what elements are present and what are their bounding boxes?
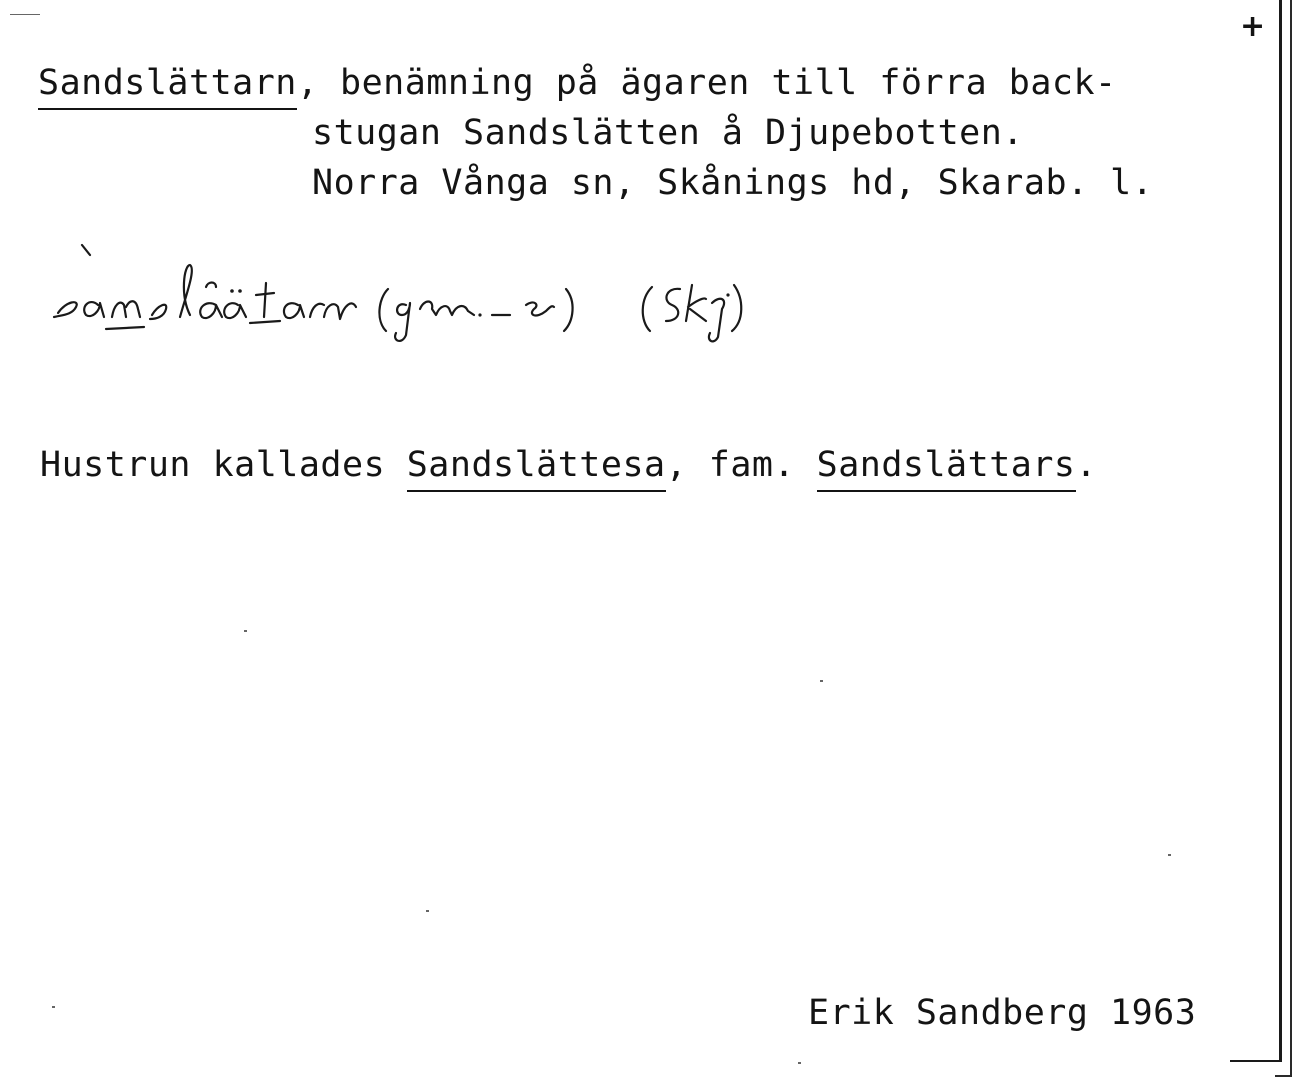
card-right-edge-outer [1290,0,1292,1075]
scan-speck [52,1006,55,1008]
line4-prefix: Hustrun kallades [40,445,407,485]
entry-line-2: stugan Sandslätten å Djupebotten. [312,113,1024,153]
scan-speck [244,630,247,632]
scan-speck [426,910,429,912]
scan-speck [820,680,823,682]
card-bottom-edge-outer [1275,1075,1292,1077]
headword: Sandslättarn [38,63,297,110]
signature: Erik Sandberg 1963 [808,993,1197,1033]
card-bottom-edge [1230,1060,1282,1062]
entry-line-4 [40,445,1098,485]
card-right-edge [1279,0,1282,1060]
scan-speck [10,14,40,15]
entry-line-3: Norra Vånga sn, Skånings hd, Skarab. l. [312,163,1154,203]
entry-line-1 [38,63,1117,103]
line4-end: . [1075,445,1098,485]
cross-mark: + [1240,9,1266,44]
scan-speck [798,1062,801,1064]
handwritten-pronunciation [40,235,1000,345]
definition-start: , benämning på ägaren till förra back- [296,63,1117,103]
family-name: Sandslättars [817,445,1076,492]
line4-mid: , fam. [665,445,817,485]
wife-name: Sandslättesa [407,445,666,492]
scan-speck [1168,854,1171,856]
